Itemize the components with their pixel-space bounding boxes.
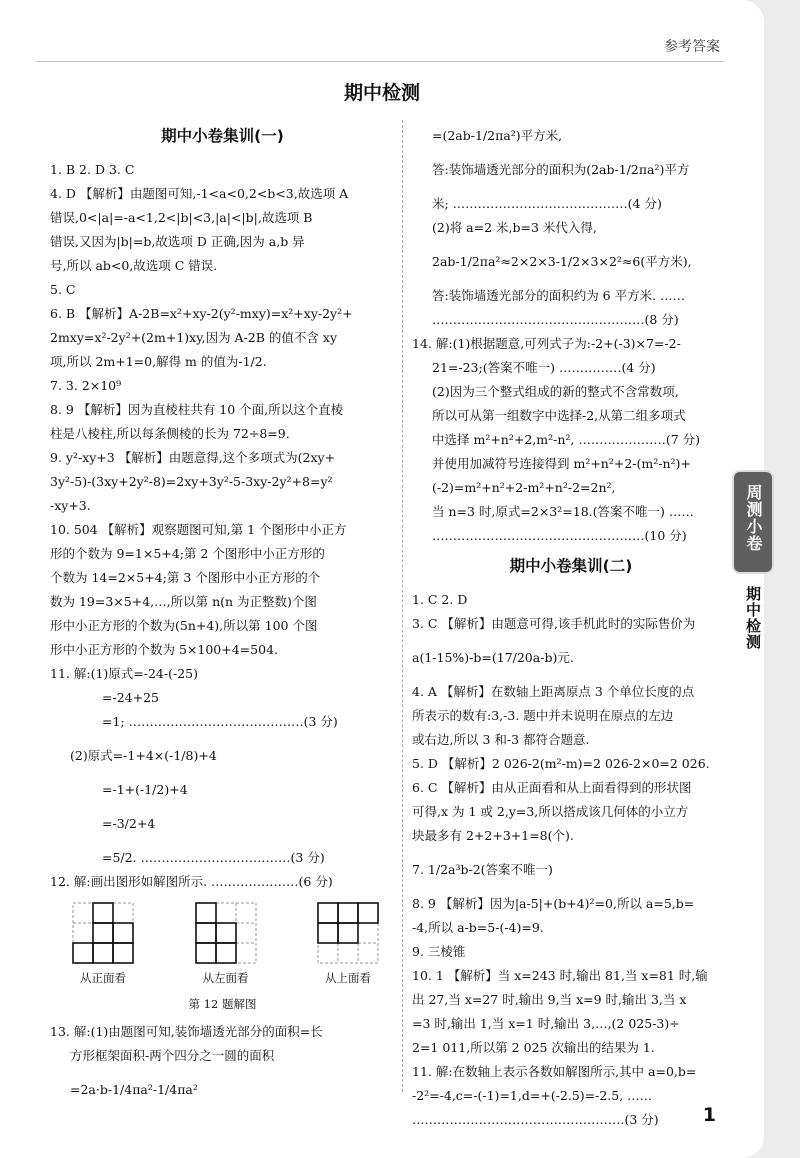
answer-line: =-3/2+4	[102, 816, 156, 831]
answer-line: 米; ……………………………………(4 分)	[432, 196, 662, 211]
answer-line: 4. D 【解析】由题图可知,-1<a<0,2<b<3,故选项 A	[50, 186, 349, 201]
left-column	[50, 118, 395, 1102]
page-title: 期中检测	[343, 82, 420, 104]
side-tab-label: 周测小卷	[744, 484, 763, 552]
answer-line: 6. C 【解析】由从正面看和从上面看得到的形状图	[412, 780, 692, 795]
answer-line: 当 n=3 时,原式=2×3²=18.(答案不唯一) ……	[432, 504, 694, 519]
answer-line: a(1-15%)-b=(17/20a-b)元.	[412, 650, 574, 665]
answer-line: 或右边,所以 3 和-3 都符合题意.	[412, 732, 590, 747]
answer-line: 号,所以 ab<0,故选项 C 错误.	[50, 258, 218, 273]
answer-line: 4. A 【解析】在数轴上距离原点 3 个单位长度的点	[412, 684, 695, 699]
right-column	[412, 118, 730, 1132]
answer-line: 13. 解:(1)由题图可知,装饰墙透光部分的面积=长	[50, 1024, 323, 1039]
left-view-grid	[195, 902, 257, 964]
answer-line: =5/2. ………………………………(3 分)	[102, 850, 325, 865]
section-title-1: 期中小卷集训(一)	[161, 127, 284, 145]
answer-line: 个数为 14=2×5+4;第 3 个图形中小正方形的个	[50, 570, 321, 585]
answer-line: 柱是八棱柱,所以每条侧棱的长为 72÷8=9.	[50, 426, 290, 441]
answer-line: =2a·b-1/4πa²-1/4πa²	[70, 1082, 198, 1097]
column-divider	[402, 120, 403, 1092]
side-section-label: 期中检测	[744, 586, 762, 650]
answer-line: 数为 19=3×5+4,…,所以第 n(n 为正整数)个图	[50, 594, 317, 609]
answer-line: 答:装饰墙透光部分的面积约为 6 平方米. ……	[432, 288, 686, 303]
answer-line: ……………………………………………(3 分)	[412, 1112, 659, 1127]
side-tab[interactable]	[734, 472, 772, 572]
answer-line: 2ab-1/2πa²≈2×2×3-1/2×3×2²≈6(平方米),	[432, 254, 692, 269]
answer-line: =-1+(-1/2)+4	[102, 782, 188, 797]
answer-line: 14. 解:(1)根据题意,可列式子为:-2+(-3)×7=-2-	[412, 336, 681, 351]
answer-line: 形的个数为 9=1×5+4;第 2 个图形中小正方形的	[50, 546, 325, 561]
answer-line: 1. C 2. D	[412, 592, 468, 607]
answer-line: 可得,x 为 1 或 2,y=3,所以搭成该几何体的小立方	[412, 804, 689, 819]
answer-line: 10. 504 【解析】观察题图可知,第 1 个图形中小正方	[50, 522, 347, 537]
answer-line: 2mxy=x²-2y²+(2m+1)xy,因为 A-2B 的值不含 xy	[50, 330, 338, 345]
answer-line: 3y²-5)-(3xy+2y²-8)=2xy+3y²-5-3xy-2y²+8=y²	[50, 474, 333, 489]
page-number: 1	[702, 1104, 716, 1126]
answer-line: 错误,又因为|b|=b,故选项 D 正确,因为 a,b 异	[50, 234, 305, 249]
answer-line: (2)原式=-1+4×(-1/8)+4	[70, 748, 217, 763]
answer-line: =1; ……………………………………(3 分)	[102, 714, 338, 729]
answer-line: ……………………………………………(10 分)	[432, 528, 687, 543]
answer-line: 10. 1 【解析】当 x=243 时,输出 81,当 x=81 时,输	[412, 968, 708, 983]
top-view-grid	[317, 902, 379, 964]
answer-line: 5. D 【解析】2 026-2(m²-m)=2 026-2×0=2 026.	[412, 756, 710, 771]
answer-line: 项,所以 2m+1=0,解得 m 的值为-1/2.	[50, 354, 267, 369]
answer-line: 8. 9 【解析】因为|a-5|+(b+4)²=0,所以 a=5,b=	[412, 896, 695, 911]
front-view	[72, 902, 134, 990]
answer-line: (-2)=m²+n²+2-m²+n²-2=2n²,	[432, 480, 616, 495]
front-view-label: 从正面看	[80, 971, 126, 985]
answer-line: 中选择 m²+n²+2,m²-n², …………………(7 分)	[432, 432, 701, 447]
answer-line: 1. B 2. D 3. C	[50, 162, 135, 177]
answer-line: 7. 1/2a³b-2(答案不唯一)	[412, 862, 553, 877]
answer-line: -2²=-4,c=-(-1)=1,d=+(-2.5)=-2.5, ……	[412, 1088, 653, 1103]
answer-line: 并使用加减符号连接得到 m²+n²+2-(m²-n²)+	[432, 456, 691, 471]
answer-line: 所表示的数有:3,-3. 题中并未说明在原点的左边	[412, 708, 674, 723]
top-view-label: 从上面看	[325, 971, 371, 985]
answer-line: 形中小正方形的个数为 5×100+4=504.	[50, 642, 278, 657]
answer-line: 所以可从第一组数字中选择-2,从第二组多项式	[432, 408, 686, 423]
left-view	[195, 902, 257, 990]
answer-line: 7. 3. 2×10⁹	[50, 378, 122, 393]
answer-line: 9. 三棱锥	[412, 944, 466, 959]
answer-line: 方形框架面积-两个四分之一圆的面积	[70, 1048, 275, 1063]
section-title-2: 期中小卷集训(二)	[509, 557, 633, 575]
answer-line: =-24+25	[102, 690, 159, 705]
answer-line: 出 27,当 x=27 时,输出 9,当 x=9 时,输出 3,当 x	[412, 992, 687, 1007]
answer-line: 答:装饰墙透光部分的面积为(2ab-1/2πa²)平方	[432, 162, 690, 177]
answer-line: -4,所以 a-b=5-(-4)=9.	[412, 920, 544, 935]
front-view-grid	[72, 902, 134, 964]
answer-line: 2=1 011,所以第 2 025 次输出的结果为 1.	[412, 1040, 655, 1055]
answer-line: 6. B 【解析】A-2B=x²+xy-2(y²-mxy)=x²+xy-2y²+	[50, 306, 353, 321]
answer-line: 21=-23;(答案不唯一) ……………(4 分)	[432, 360, 656, 375]
answer-line: -xy+3.	[50, 498, 91, 513]
three-views-figure	[72, 902, 379, 990]
answer-line: (2)因为三个整式组成的新的整式不含常数项,	[432, 384, 679, 399]
answer-line: 错误,0<|a|=-a<1,2<|b|<3,|a|<|b|,故选项 B	[50, 210, 313, 225]
answer-line: 12. 解:画出图形如解图所示. …………………(6 分)	[50, 874, 333, 889]
answer-line: ……………………………………………(8 分)	[432, 312, 679, 327]
top-view	[317, 902, 379, 990]
answer-line: =(2ab-1/2πa²)平方米,	[432, 128, 563, 143]
figure-caption: 第 12 题解图	[188, 997, 257, 1011]
answer-line: 块最多有 2+2+3+1=8(个).	[412, 828, 574, 843]
answer-line: =3 时,输出 1,当 x=1 时,输出 3,…,(2 025-3)÷	[412, 1016, 680, 1031]
answer-line: (2)将 a=2 米,b=3 米代入得,	[432, 220, 597, 235]
answer-line: 形中小正方形的个数为(5n+4),所以第 100 个图	[50, 618, 318, 633]
answer-line: 9. y²-xy+3 【解析】由题意得,这个多项式为(2xy+	[50, 450, 336, 465]
answer-line: 3. C 【解析】由题意可得,该手机此时的实际售价为	[412, 616, 696, 631]
answer-line: 11. 解:(1)原式=-24-(-25)	[50, 666, 198, 681]
left-view-label: 从左面看	[202, 971, 249, 985]
header-rule	[36, 61, 724, 62]
header-label: 参考答案	[664, 39, 720, 55]
answer-line: 11. 解:在数轴上表示各数如解图所示,其中 a=0,b=	[412, 1064, 697, 1079]
answer-line: 8. 9 【解析】因为直棱柱共有 10 个面,所以这个直棱	[50, 402, 344, 417]
answer-line: 5. C	[50, 282, 76, 297]
